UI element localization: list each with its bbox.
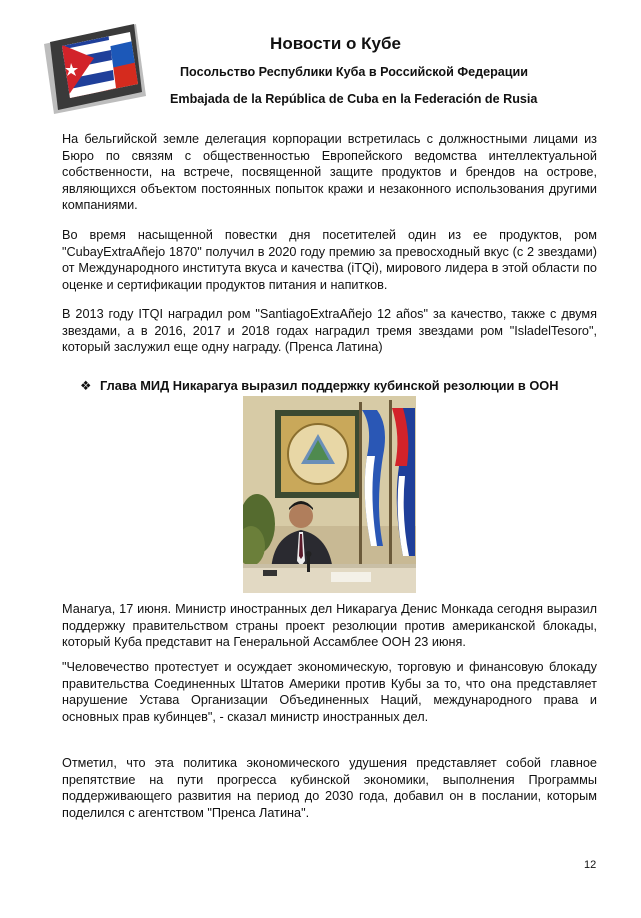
article1-paragraph-1: На бельгийской земле делегация корпорации встретилась с должностными лицами из Бюро по связям с общественностью Европейского ведомства интеллектуальной собственности, на встрече, посвященной защите продуктов и брендов на острове, являющихся объектом постоянных попыток кражи и незаконного использования другими компаниями. [62,132,597,212]
embassy-name-ru: Посольство Республики Куба в Российской Федерации [180,65,528,79]
article2-paragraph-1: Манагуа, 17 июня. Министр иностранных дел Никарагуа Денис Монкада сегодня выразил поддержку правительством страны проект резолюции против американской блокады, который Куба представит на Генеральной Ассамблее ООН 23 июня. [62,602,597,649]
article2-headline-text: Глава МИД Никарагуа выразил поддержку кубинской резолюции в ООН [100,378,559,393]
article2-paragraph-2: "Человечество протестует и осуждает экономическую, торговую и финансовую блокаду правительства Соединенных Штатов Америки против Кубы за то, что она представляет нарушение Устава Организации Объединенных Наций, международного права и основных прав кубинцев", - сказал министр иностранных дел. [62,660,597,724]
cuba-russia-flag-icon [38,18,146,114]
article1-paragraph-2: Во время насыщенной повестки дня посетителей один из ее продуктов, ром "CubayExtraAñejo 1870" получил в 2020 году премию за превосходный вкус (с 2 звездами) от Международного института вкуса и качества (iTQi), мирового лидера в этой области по оценке и сертификации продуктов питания и напитков. [62,228,597,292]
page-number: 12 [584,859,597,871]
article1-paragraph-3: В 2013 году ITQI наградил ром "SantiagoExtraAñejo 12 años" за качество, также с двумя звездами, а в 2016, 2017 и 2018 годах наградил тремя звездами ром "IsladelTesoro", который заслужил еще одну награду. (Пренса Латина) [62,307,597,354]
article2-headline [80,378,559,394]
minister-press-photo [243,396,416,593]
page-title: Новости о Кубе [270,34,401,53]
article2-paragraph-3: Отметил, что эта политика экономического удушения представляет собой главное препятствие на пути прогресса кубинской экономики, выполнения Программы поддерживающего развития на период до 2030 года, добавил он в послании, которым поделился с агентством "Пренса Латина". [62,756,597,820]
embassy-name-es: Embajada de la República de Cuba en la Federación de Rusia [170,92,538,106]
diamond-bullet-icon: ❖ [80,378,92,393]
